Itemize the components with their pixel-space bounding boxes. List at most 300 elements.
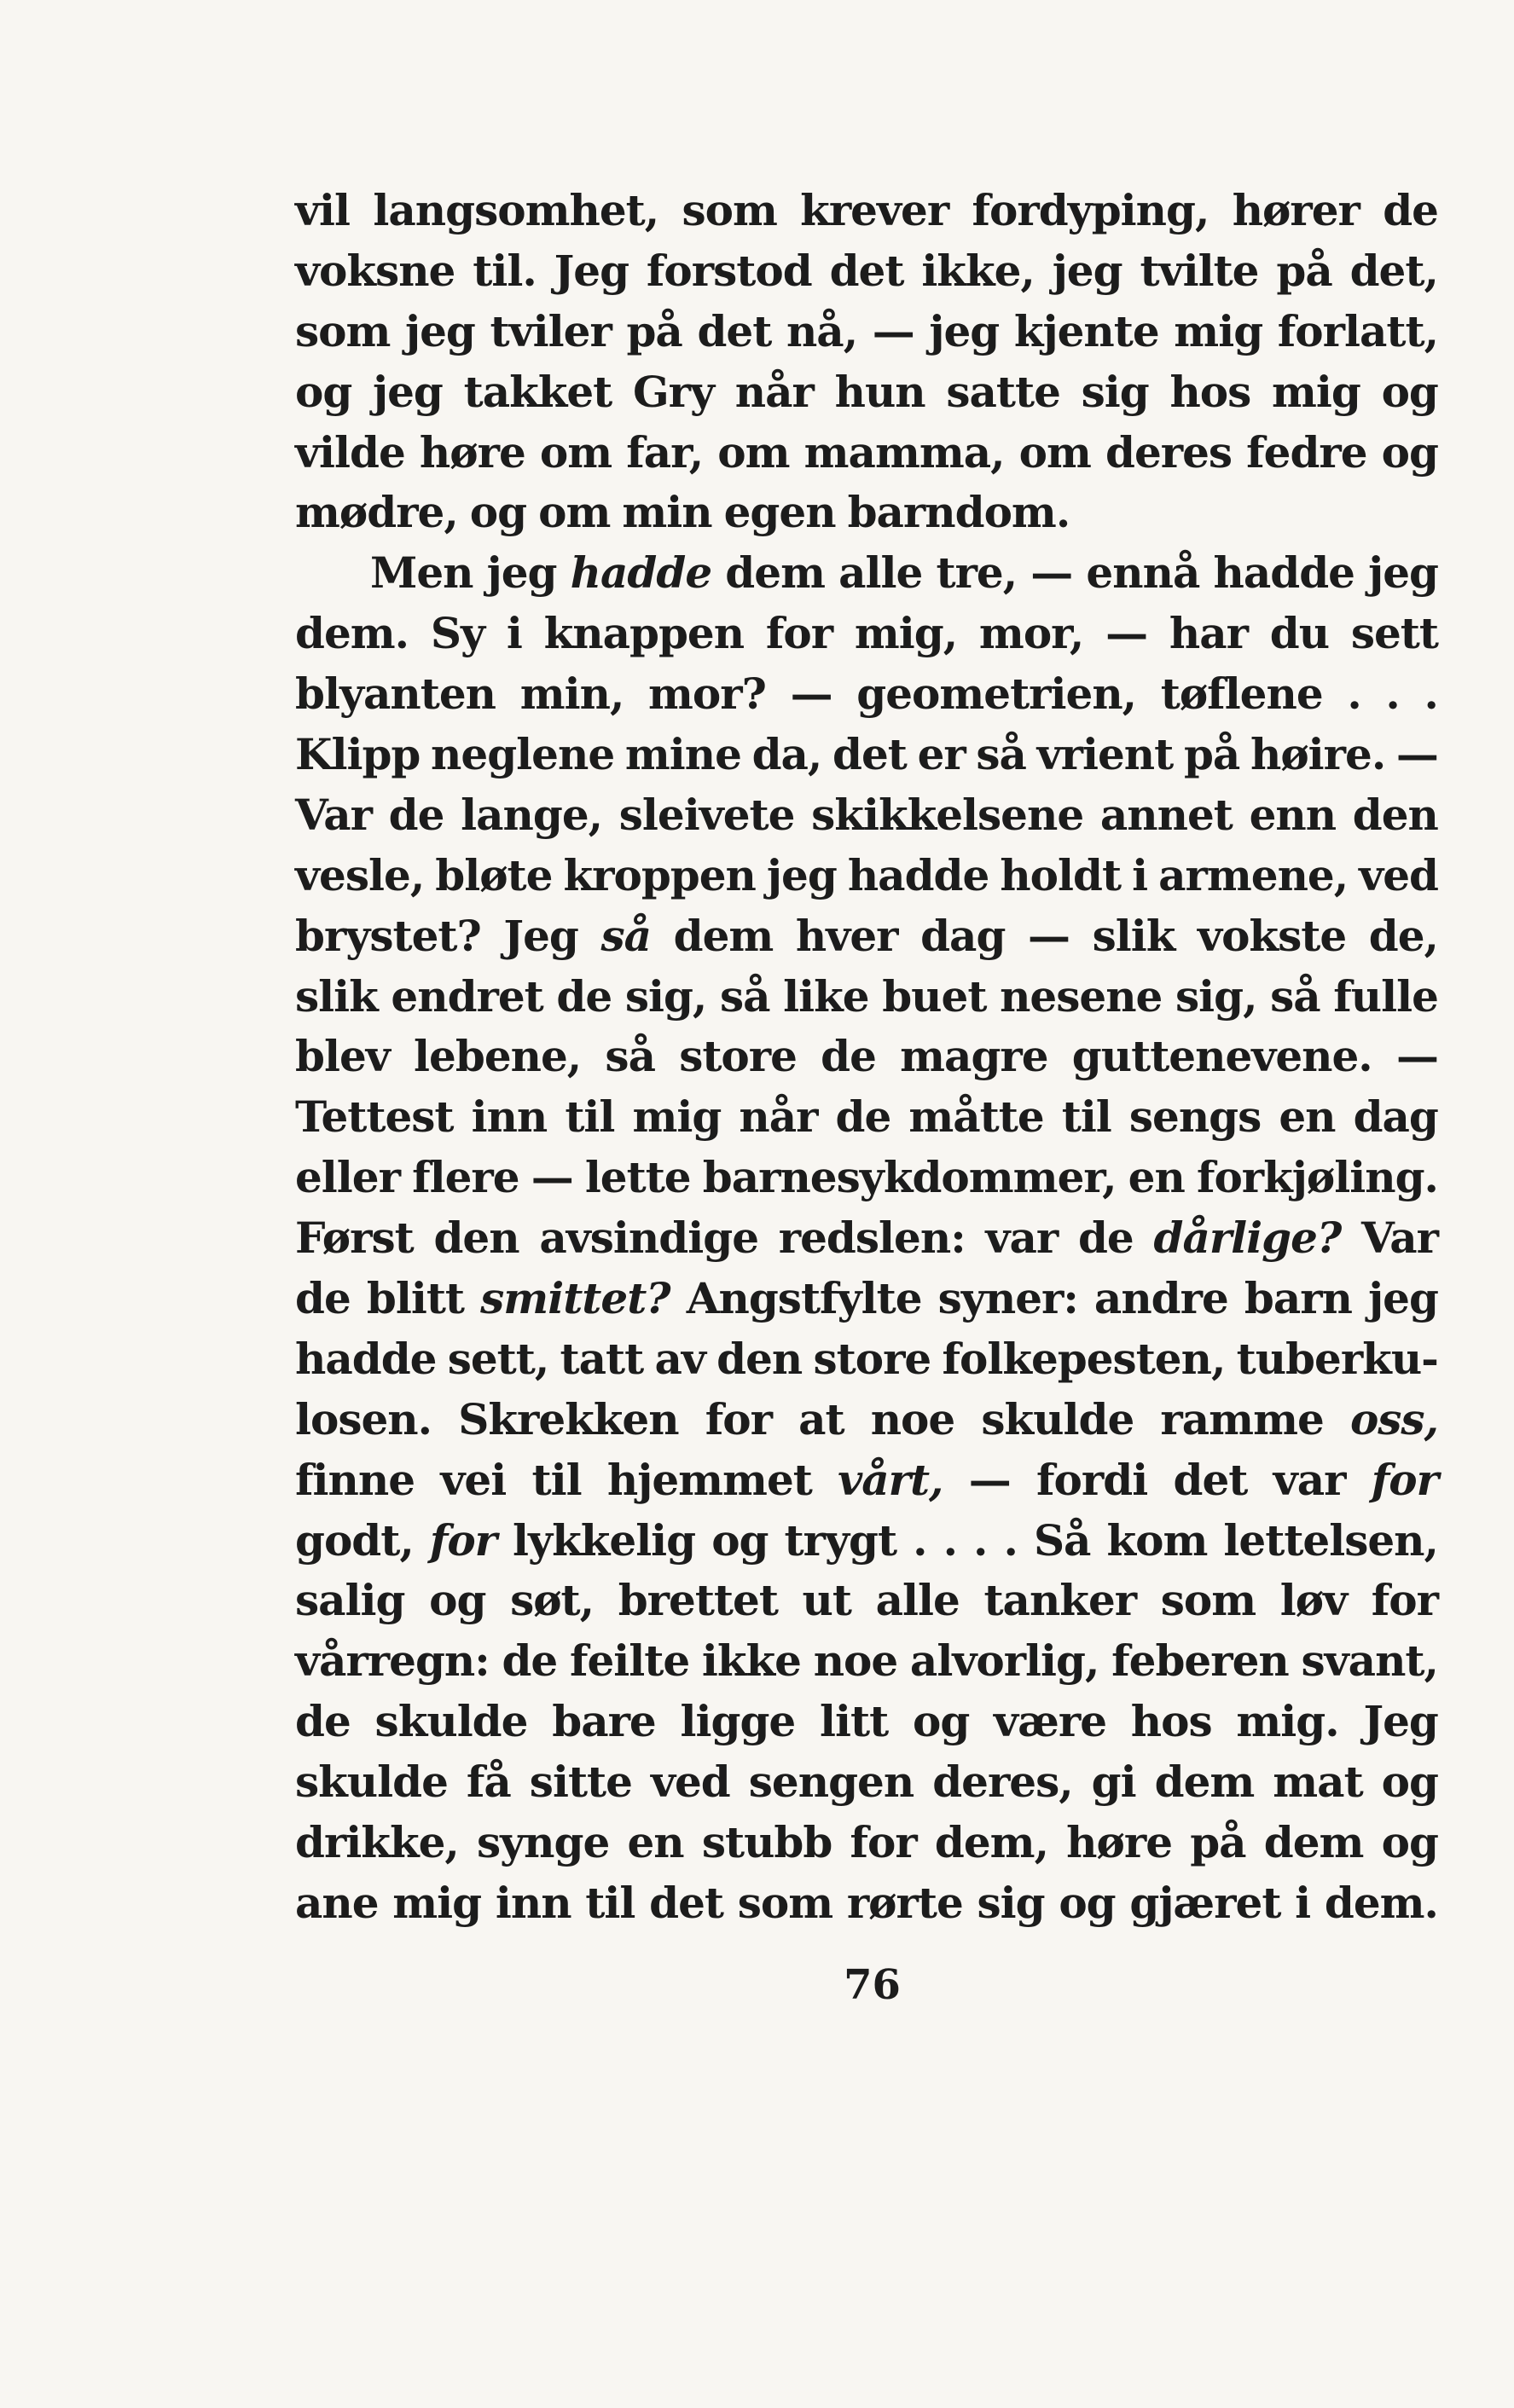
word: kroppen <box>563 849 756 900</box>
word: — <box>1030 547 1073 599</box>
word: . <box>1347 669 1361 720</box>
word: Først <box>295 1213 414 1264</box>
word: når <box>734 366 814 417</box>
word: få <box>466 1757 511 1808</box>
text-line <box>295 1571 1438 1631</box>
text-line <box>295 1631 1438 1692</box>
word: dem. <box>1324 1877 1438 1928</box>
word: ved <box>1359 849 1438 900</box>
word: . <box>913 1514 927 1566</box>
word: sengs <box>1128 1091 1262 1143</box>
word: sig, <box>1175 970 1257 1022</box>
word: sig, <box>624 970 707 1022</box>
word: mig, <box>854 608 958 659</box>
word: sitte <box>529 1757 632 1808</box>
word: av <box>654 1333 705 1384</box>
word: inn <box>471 1091 548 1143</box>
word: andre <box>1093 1273 1228 1324</box>
word: tviler <box>490 305 612 356</box>
word: krever <box>800 185 949 235</box>
word: vårt, <box>838 1454 943 1505</box>
word: høre <box>419 426 525 478</box>
word: det <box>1173 1454 1248 1505</box>
text-line <box>295 423 1438 483</box>
word: lette <box>584 1152 691 1203</box>
word: far, <box>626 426 704 478</box>
word: sett, <box>447 1333 549 1384</box>
text-line <box>295 1087 1438 1148</box>
text-line <box>295 241 1438 302</box>
word: — <box>1105 608 1148 659</box>
word: som <box>682 185 777 235</box>
word: mig <box>632 1091 722 1143</box>
word: de <box>388 789 444 840</box>
word: sett <box>1350 608 1438 659</box>
word: til <box>565 1091 615 1143</box>
text-line <box>295 604 1438 664</box>
word: da, <box>751 729 822 780</box>
text-line <box>295 1873 1438 1934</box>
word: vil <box>295 185 351 235</box>
word: ligge <box>680 1696 796 1747</box>
word: på <box>1276 245 1332 296</box>
word: . <box>1424 669 1438 720</box>
word: og <box>1381 366 1438 417</box>
word: de, <box>1368 910 1438 961</box>
word: hun <box>834 366 925 417</box>
word: dårlige? <box>1153 1213 1342 1264</box>
word: min <box>622 487 712 538</box>
word: ikke <box>701 1635 801 1687</box>
word: langsomhet, <box>373 185 659 235</box>
word: avsindige <box>539 1213 759 1264</box>
word: gi <box>1091 1757 1136 1808</box>
word: tre, <box>936 547 1018 599</box>
word: tvilte <box>1140 245 1259 296</box>
text-line <box>295 483 1438 543</box>
word: sengen <box>748 1757 914 1808</box>
word: egen <box>723 487 836 538</box>
word: de <box>556 970 612 1022</box>
word: brettet <box>618 1575 778 1626</box>
word: om <box>1018 426 1091 478</box>
word: måtte <box>908 1091 1044 1143</box>
text-line <box>295 1450 1438 1511</box>
word: vrient <box>1036 729 1174 780</box>
word: redslen: <box>778 1213 966 1264</box>
word: neglene <box>431 729 615 780</box>
word: hadde <box>570 547 712 599</box>
word: buet <box>882 970 987 1022</box>
word: mig <box>1272 366 1360 417</box>
word: for <box>705 1393 772 1444</box>
text-line <box>295 906 1438 967</box>
word: forlatt, <box>1277 305 1438 356</box>
word: så <box>976 729 1026 780</box>
word: dem. <box>295 608 409 659</box>
word: Tettest <box>295 1091 454 1143</box>
word: litt <box>820 1696 889 1747</box>
word: hadde <box>1213 547 1354 599</box>
word: oss, <box>1349 1393 1438 1444</box>
word: tanker <box>983 1575 1137 1626</box>
word: mat <box>1273 1757 1363 1808</box>
word: dem <box>725 547 825 599</box>
word: enn <box>1249 789 1337 840</box>
word: forkjøling. <box>1196 1152 1438 1203</box>
word: fedre <box>1246 426 1367 478</box>
word: være <box>994 1696 1107 1747</box>
word: mødre, <box>295 487 458 538</box>
word: er <box>917 729 966 780</box>
word: i <box>1295 1877 1311 1928</box>
word: dag <box>920 910 1006 961</box>
word: mor? <box>648 669 766 720</box>
text-line <box>295 1148 1438 1208</box>
word: drikke, <box>295 1817 459 1868</box>
word: Var <box>1361 1213 1438 1264</box>
word: de <box>821 1031 876 1082</box>
word: syner: <box>937 1273 1078 1324</box>
word: losen. <box>295 1393 432 1444</box>
word: du <box>1269 608 1330 659</box>
word: dem, <box>934 1817 1048 1868</box>
word: store <box>679 1031 797 1082</box>
word: — <box>1028 910 1070 961</box>
word: finne <box>295 1454 415 1505</box>
word: en <box>1128 1152 1185 1203</box>
word: skulde <box>374 1696 528 1747</box>
word: til <box>1061 1091 1111 1143</box>
word: det, <box>1349 245 1438 296</box>
word: satte <box>946 366 1060 417</box>
word: sig <box>977 1877 1045 1928</box>
word: Angstfylte <box>686 1273 922 1324</box>
word: søt, <box>510 1575 595 1626</box>
word: en <box>1279 1091 1336 1143</box>
word: forstod <box>646 245 812 296</box>
word: det <box>829 245 904 296</box>
text-line <box>295 785 1438 846</box>
word: høre <box>1066 1817 1173 1868</box>
word: jeg <box>1368 1273 1438 1324</box>
word: flere <box>412 1152 519 1203</box>
word: trygt <box>784 1514 897 1566</box>
word: bløte <box>435 849 553 900</box>
word: vokste <box>1198 910 1347 961</box>
word: så <box>605 1031 655 1082</box>
word: de <box>1077 1213 1134 1264</box>
text-line <box>295 1329 1438 1390</box>
word: . <box>973 1514 988 1566</box>
word: løv <box>1279 1575 1348 1626</box>
word: mamma, <box>803 426 1005 478</box>
word: den <box>716 1333 803 1384</box>
word: alvorlig, <box>909 1635 1099 1687</box>
word: — <box>1395 729 1438 780</box>
word: har <box>1169 608 1248 659</box>
word: jeg <box>1052 245 1122 296</box>
word: og <box>1381 426 1438 478</box>
text-line <box>295 1027 1438 1087</box>
word: takket <box>463 366 612 417</box>
word: Jeg <box>554 245 629 296</box>
word: alle <box>875 1575 960 1626</box>
word: hos <box>1169 366 1251 417</box>
word: skulde <box>295 1757 448 1808</box>
word: noe <box>870 1393 955 1444</box>
word: fulle <box>1333 970 1438 1022</box>
word: for <box>429 1514 497 1566</box>
word: og <box>1381 1757 1438 1808</box>
text-line <box>295 1208 1438 1269</box>
word: tuberku- <box>1236 1333 1438 1384</box>
word: magre <box>900 1031 1048 1082</box>
word: Var <box>295 789 372 840</box>
text-line <box>295 1813 1438 1873</box>
word: og <box>912 1696 970 1747</box>
word: vårregn: <box>295 1635 490 1687</box>
word: svant, <box>1301 1635 1438 1687</box>
word: Så <box>1033 1514 1091 1566</box>
word: armene, <box>1158 849 1349 900</box>
word: store <box>813 1333 931 1384</box>
word: nå, <box>786 305 858 356</box>
word: kom <box>1106 1514 1208 1566</box>
word: skulde <box>981 1393 1134 1444</box>
word: annet <box>1099 789 1233 840</box>
word: for <box>850 1817 917 1868</box>
text-line <box>295 967 1438 1027</box>
word: ennå <box>1086 547 1200 599</box>
word: kjente <box>1013 305 1159 356</box>
word: jeg <box>405 305 475 356</box>
word: mig <box>1174 305 1263 356</box>
word: smittet? <box>480 1273 670 1324</box>
word: synge <box>476 1817 610 1868</box>
word: jeg <box>373 366 443 417</box>
word: — <box>872 305 914 356</box>
word: barnesykdommer, <box>702 1152 1117 1203</box>
word: alle <box>838 547 923 599</box>
text-line <box>295 664 1438 725</box>
text-line <box>295 1752 1438 1813</box>
word: — <box>531 1152 573 1203</box>
word: knappen <box>543 608 745 659</box>
word: endret <box>391 970 543 1022</box>
word: den <box>1352 789 1438 840</box>
word: på <box>1190 1817 1246 1868</box>
word: var <box>985 1213 1059 1264</box>
word: eller <box>295 1152 400 1203</box>
word: brystet? <box>295 910 481 961</box>
word: godt, <box>295 1514 414 1566</box>
word: hadde <box>847 849 989 900</box>
word: barndom. <box>847 487 1070 538</box>
word: de <box>295 1696 351 1747</box>
word: som <box>737 1877 833 1928</box>
word: på <box>626 305 682 356</box>
word: slik <box>1092 910 1175 961</box>
word: i <box>1132 849 1148 900</box>
word: lebene, <box>414 1031 582 1082</box>
word: . <box>943 1514 957 1566</box>
word: hjemmet <box>606 1454 812 1505</box>
word: inn <box>495 1877 571 1928</box>
word: en <box>627 1817 684 1868</box>
word: det <box>832 729 907 780</box>
word: ramme <box>1160 1393 1324 1444</box>
word: — <box>790 669 832 720</box>
word: Skrekken <box>458 1393 679 1444</box>
word: til <box>531 1454 582 1505</box>
word: hadde <box>295 1333 437 1384</box>
word: var <box>1273 1454 1346 1505</box>
word: vilde <box>295 426 405 478</box>
word: noe <box>813 1635 898 1687</box>
text-line <box>295 846 1438 906</box>
word: mig. <box>1236 1696 1339 1747</box>
word: nesene <box>1000 970 1163 1022</box>
body-text <box>295 181 1438 1934</box>
word: dem <box>1263 1817 1364 1868</box>
word: rørte <box>846 1877 963 1928</box>
word: feberen <box>1111 1635 1289 1687</box>
word: blyanten <box>295 669 496 720</box>
word: jeg <box>486 547 557 599</box>
text-line <box>295 1692 1438 1752</box>
word: vei <box>440 1454 507 1505</box>
word: de <box>1383 185 1438 235</box>
text-line <box>295 362 1438 423</box>
word: fordi <box>1036 1454 1148 1505</box>
word: blitt <box>366 1273 465 1324</box>
text-line <box>295 543 1438 604</box>
word: lange, <box>461 789 603 840</box>
word: som <box>1160 1575 1256 1626</box>
word: til. <box>473 245 537 296</box>
word: mor, <box>978 608 1084 659</box>
word: og <box>711 1514 769 1566</box>
word: den <box>433 1213 519 1264</box>
word: blev <box>295 1031 390 1082</box>
word: skikkelsene <box>811 789 1084 840</box>
word: ikke, <box>921 245 1035 296</box>
word: deres <box>1105 426 1233 478</box>
word: som <box>295 305 391 356</box>
word: Jeg <box>503 910 578 961</box>
word: om <box>539 426 612 478</box>
text-line <box>295 1269 1438 1329</box>
text-line <box>295 1511 1438 1572</box>
word: lykkelig <box>513 1514 696 1566</box>
word: de <box>502 1635 558 1687</box>
word: like <box>783 970 869 1022</box>
word: og <box>469 487 527 538</box>
word: ved <box>650 1757 730 1808</box>
word: — <box>968 1454 1011 1505</box>
word: Sy <box>430 608 485 659</box>
word: høire. <box>1250 729 1386 780</box>
word: at <box>798 1393 844 1444</box>
word: mig <box>392 1877 482 1928</box>
word: hører <box>1232 185 1360 235</box>
word: og <box>429 1575 486 1626</box>
word: så <box>600 910 652 961</box>
word: for <box>1371 1575 1438 1626</box>
word: dag <box>1353 1091 1438 1143</box>
word: ane <box>295 1877 379 1928</box>
word: det <box>649 1877 723 1928</box>
word: salig <box>295 1575 405 1626</box>
word: gjæret <box>1129 1877 1281 1928</box>
word: holdt <box>1000 849 1122 900</box>
word: ut <box>802 1575 851 1626</box>
word: på <box>1183 729 1240 780</box>
word: . <box>1003 1514 1018 1566</box>
word: i <box>506 608 522 659</box>
word: — <box>1395 1031 1438 1082</box>
word: voksne <box>295 245 455 296</box>
word: stubb <box>701 1817 832 1868</box>
word: feilte <box>569 1635 690 1687</box>
word: for <box>765 608 833 659</box>
word: guttenevene. <box>1071 1031 1372 1082</box>
word: så <box>1270 970 1320 1022</box>
word: og <box>295 366 352 417</box>
word: Klipp <box>295 729 421 780</box>
word: sig <box>1081 366 1149 417</box>
word: geometrien, <box>856 669 1137 720</box>
word: vesle, <box>295 849 425 900</box>
word: når <box>739 1091 818 1143</box>
word: for <box>1371 1454 1438 1505</box>
word: . <box>1385 669 1400 720</box>
word: jeg <box>929 305 1000 356</box>
word: og <box>1059 1877 1116 1928</box>
text-line <box>295 725 1438 785</box>
word: folkepesten, <box>942 1333 1226 1384</box>
word: mine <box>624 729 741 780</box>
word: dem <box>673 910 774 961</box>
word: hos <box>1130 1696 1212 1747</box>
word: min, <box>519 669 624 720</box>
text-line <box>295 181 1438 241</box>
word: og <box>1381 1817 1438 1868</box>
word: barn <box>1244 1273 1352 1324</box>
word: de <box>295 1273 351 1324</box>
word: sleivete <box>618 789 795 840</box>
word: om <box>538 487 611 538</box>
word: til <box>585 1877 635 1928</box>
word: lettelsen, <box>1223 1514 1438 1566</box>
text-line <box>295 1390 1438 1450</box>
word: de <box>835 1091 891 1143</box>
word: det <box>697 305 772 356</box>
word: jeg <box>1368 547 1438 599</box>
word: deres, <box>932 1757 1073 1808</box>
word: dem <box>1154 1757 1255 1808</box>
word: om <box>717 426 790 478</box>
word: hver <box>795 910 898 961</box>
page-number: 76 <box>844 1961 901 2009</box>
word: Men <box>370 547 473 599</box>
word: Gry <box>632 366 715 417</box>
word: bare <box>552 1696 656 1747</box>
text-line <box>295 302 1438 362</box>
word: jeg <box>766 849 837 900</box>
word: tøflene <box>1160 669 1323 720</box>
